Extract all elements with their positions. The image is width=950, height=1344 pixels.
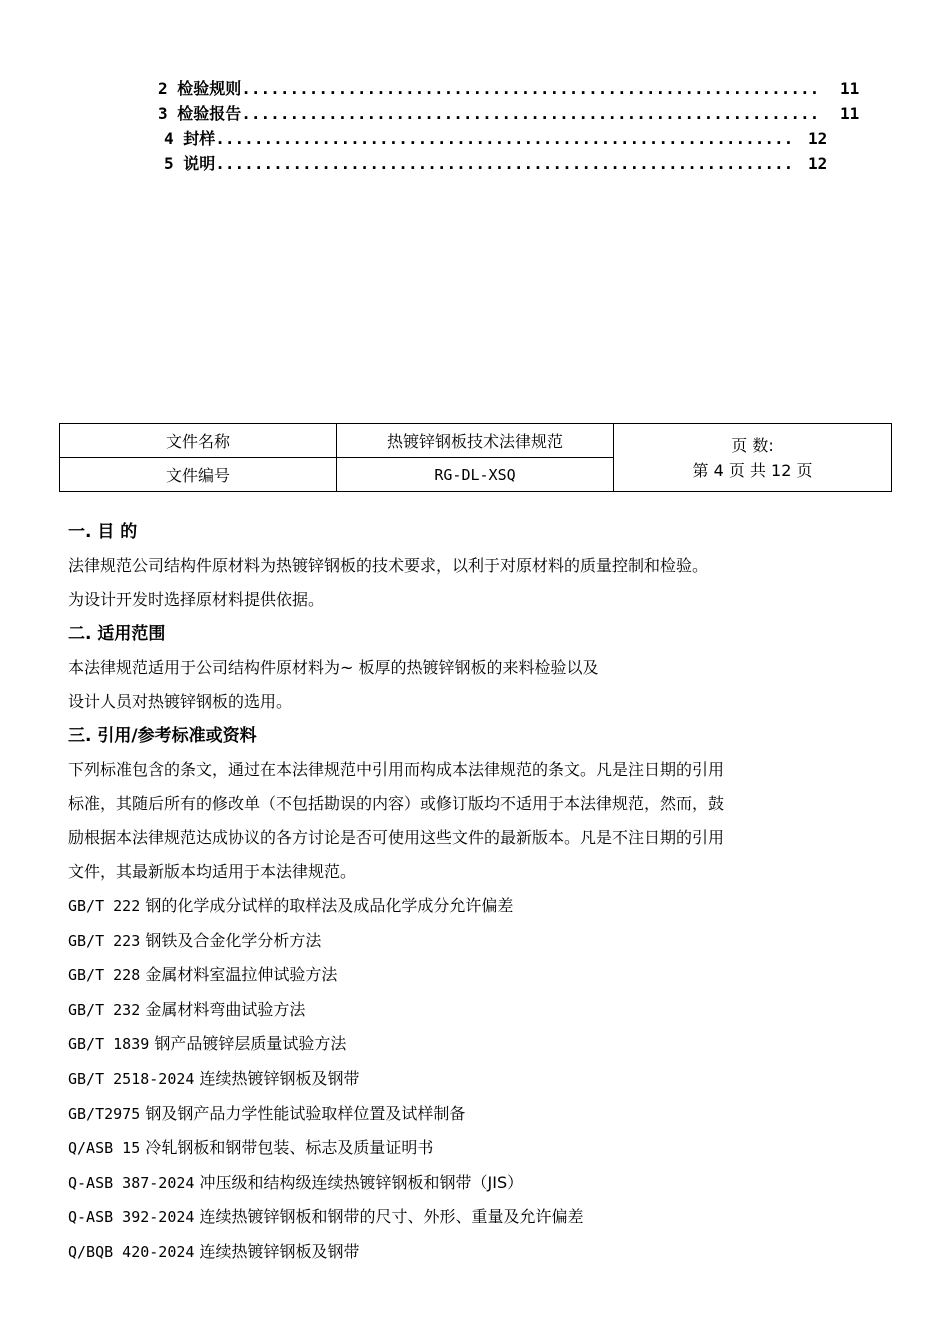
standard-title: 冷轧钢板和钢带包装、标志及质量证明书 [145, 1138, 434, 1158]
toc-leader-dots: ............................................................ [215, 129, 794, 148]
standard-code: GB/T 222 [68, 897, 141, 915]
toc-leader-dots: ............................................................ [241, 79, 820, 98]
standard-title: 钢的化学成分试样的取样法及成品化学成分允许偏差 [145, 896, 514, 915]
toc-entry[interactable] [158, 76, 860, 101]
paragraph-line: 文件，其最新版本均适用于本法律规范。 [68, 862, 357, 881]
toc-entry[interactable] [158, 101, 860, 126]
standard-code: Q/BQB 420-2024 [68, 1242, 195, 1261]
toc-page-number: 12 [807, 129, 828, 148]
paragraph-line: 为设计开发时选择原材料提供依据。 [68, 590, 325, 609]
section-heading-scope: 二. 适用范围 [68, 624, 166, 644]
paragraph-line: 法律规范公司结构件原材料为热镀锌钢板的技术要求，以利于对原材料的质量控制和检验。 [68, 556, 709, 575]
standard-reference [68, 889, 868, 924]
toc-page-number: 11 [839, 104, 860, 123]
standard-reference [68, 993, 868, 1028]
document-body [68, 515, 868, 1270]
standard-reference [68, 1062, 868, 1097]
toc-leader-dots: ............................................................ [241, 104, 820, 123]
standard-reference [68, 958, 868, 993]
standard-title: 连续热镀锌钢板及钢带 [199, 1241, 360, 1261]
standard-code: Q-ASB 387-2024 [68, 1173, 195, 1192]
page-count-cell [614, 424, 892, 492]
toc-entry-label: 3 检验报告 [158, 104, 242, 123]
paragraph-line: 本法律规范适用于公司结构件原材料为~ 板厚的热镀锌钢板的来料检验以及 [68, 658, 599, 677]
standard-title: 冲压级和结构级连续热镀锌钢板和钢带（JIS） [199, 1172, 524, 1192]
toc-page-number: 11 [839, 79, 860, 98]
toc-entry-label: 4 封样 [164, 129, 216, 148]
standard-code: GB/T 228 [68, 966, 141, 985]
standard-code: GB/T2975 [68, 1104, 141, 1123]
standard-title: 金属材料室温拉伸试验方法 [145, 965, 338, 985]
table-of-contents [158, 76, 860, 176]
section-heading-references: 三. 引用/参考标准或资料 [68, 726, 257, 746]
standard-title: 连续热镀锌钢板及钢带 [199, 1068, 360, 1088]
paragraph-line: 标准，其随后所有的修改单（不包括勘误的内容）或修订版均不适用于本法律规范，然而，鼓 [68, 794, 725, 813]
section-heading-purpose: 一. 目 的 [68, 522, 138, 542]
toc-entry[interactable] [158, 151, 828, 176]
standard-title: 钢铁及合金化学分析方法 [145, 930, 322, 950]
paragraph-line: 下列标准包含的条文，通过在本法律规范中引用而构成本法律规范的条文。凡是注日期的引用 [68, 760, 725, 779]
file-name-value: 热镀锌钢板技术法律规范 [337, 424, 614, 458]
standard-title: 钢产品镀锌层质量试验方法 [154, 1034, 347, 1054]
standard-code: GB/T 223 [68, 931, 141, 950]
standard-title: 钢及钢产品力学性能试验取样位置及试样制备 [145, 1103, 466, 1123]
standard-reference [68, 1027, 868, 1062]
standard-code: GB/T 232 [68, 1000, 141, 1019]
standard-code: Q-ASB 392-2024 [68, 1208, 195, 1227]
standard-reference [68, 1097, 868, 1132]
toc-leader-dots: ............................................................ [215, 154, 794, 173]
standard-title: 连续热镀锌钢板和钢带的尺寸、外形、重量及允许偏差 [199, 1207, 584, 1227]
standard-reference [68, 924, 868, 959]
toc-entry[interactable] [158, 126, 828, 151]
standard-code: GB/T 2518-2024 [68, 1069, 195, 1088]
paragraph-line: 设计人员对热镀锌钢板的选用。 [68, 692, 293, 711]
standard-reference [68, 1235, 868, 1270]
toc-entry-label: 5 说明 [164, 154, 216, 173]
standard-code: Q/ASB 15 [68, 1139, 141, 1158]
standard-title: 金属材料弯曲试验方法 [145, 999, 306, 1019]
standard-reference [68, 1131, 868, 1166]
standard-code: GB/T 1839 [68, 1035, 150, 1054]
standard-reference [68, 1166, 868, 1201]
document-header-table [59, 423, 892, 492]
file-name-label: 文件名称 [60, 424, 337, 458]
file-number-label: 文件编号 [60, 458, 337, 492]
standard-reference [68, 1200, 868, 1235]
paragraph-line: 励根据本法律规范达成协议的各方讨论是否可使用这些文件的最新版本。凡是不注日期的引用 [68, 828, 725, 847]
toc-entry-label: 2 检验规则 [158, 79, 242, 98]
page-count-value: 第 4 页 共 12 页 [692, 460, 813, 480]
page-count-label: 页 数: [731, 435, 774, 455]
file-number-value: RG-DL-XSQ [337, 458, 614, 492]
toc-page-number: 12 [807, 154, 828, 173]
